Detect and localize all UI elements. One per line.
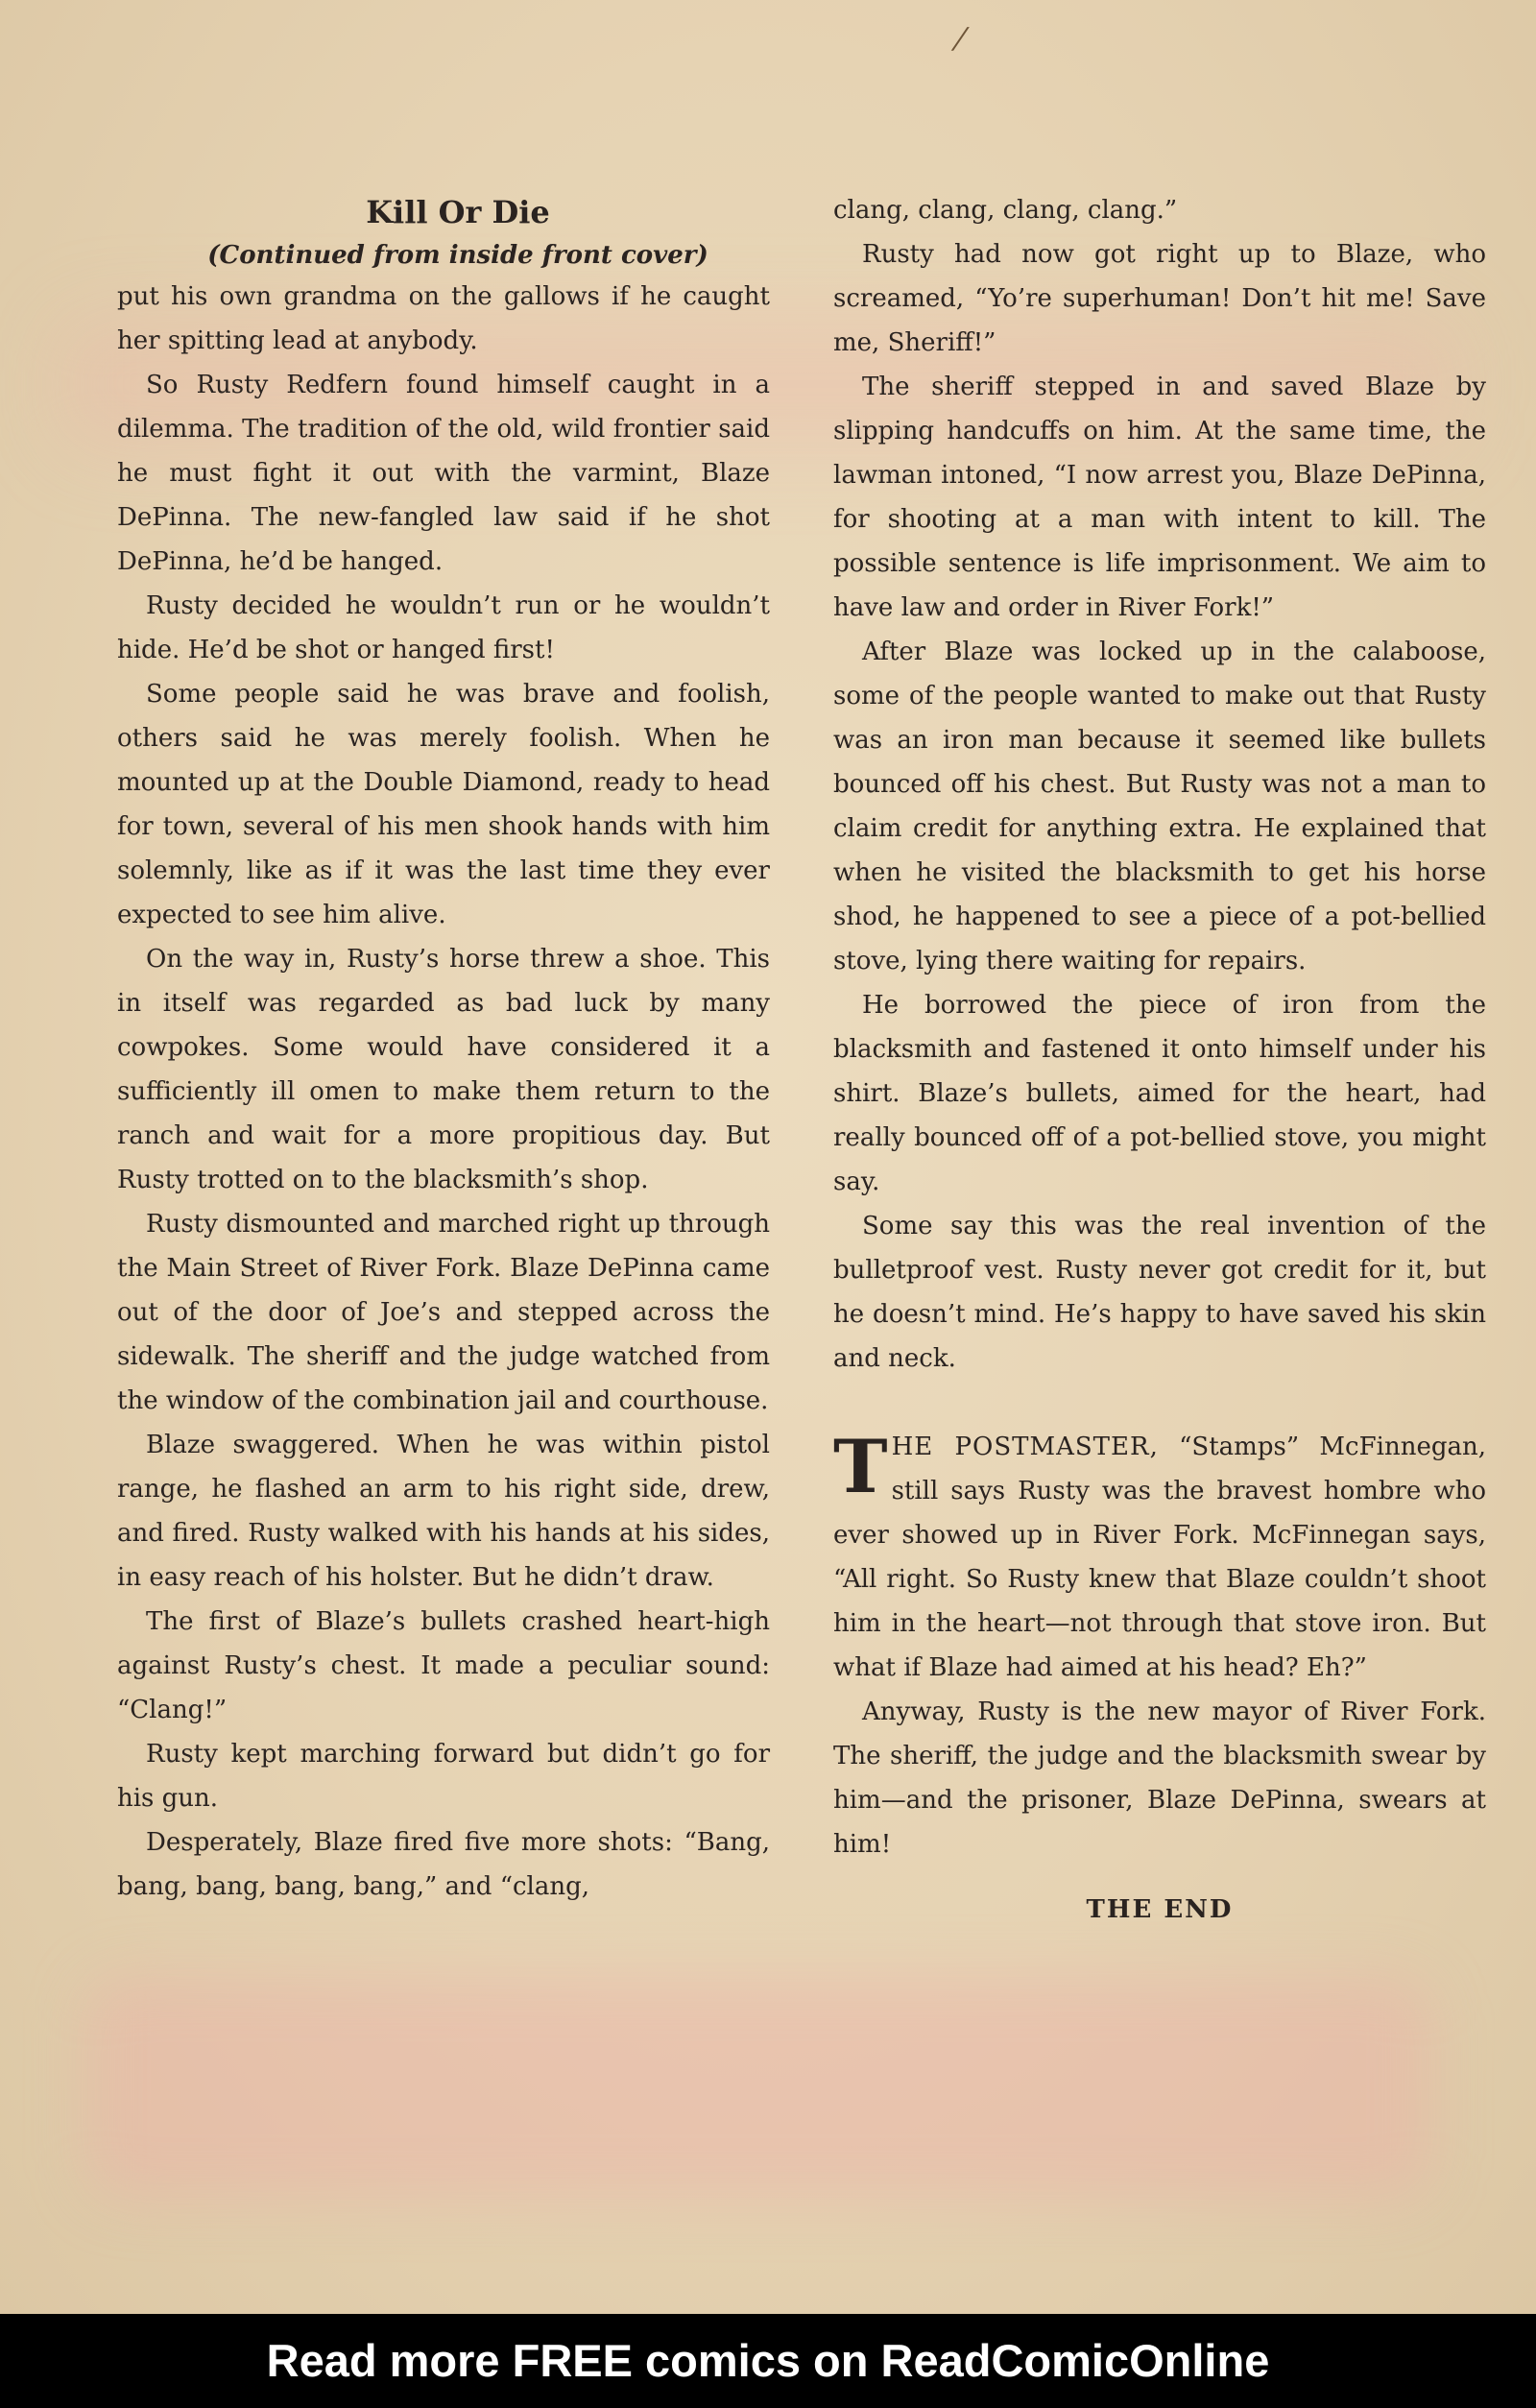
- paragraph: He borrowed the piece of iron from the blacksmith and fastened it onto himself under his shirt. Blaze’s bullets, aimed for the heart, had really bounced off of a pot-bellied stove, you might say.: [833, 991, 1486, 1196]
- paragraph: The sheriff stepped in and saved Blaze by slipping handcuffs on him. At the same time, the lawman intoned, “I now arrest you, Blaze DePinna, for shooting at a man with intent to kill. The possible sentence is life imprisonment. We aim to have law and order in River Fork!”: [833, 373, 1486, 622]
- section-gap: [833, 1381, 1486, 1425]
- paragraph: put his own grandma on the gallows if he caught her spitting lead at anybody.: [117, 282, 770, 355]
- right-column: [833, 188, 1486, 1932]
- ink-mark: /: [948, 22, 972, 56]
- paragraph: Anyway, Rusty is the new mayor of River Fork. The sheriff, the judge and the blacksmith swear by him—and the prisoner, Blaze DePinna, swears at him!: [833, 1698, 1486, 1859]
- footer-banner-text[interactable]: Read more FREE comics on ReadComicOnline: [266, 2335, 1270, 2386]
- paragraph: After Blaze was locked up in the calaboose, some of the people wanted to make out that Rusty was an iron man because it seemed like bullets bounced off his chest. But Rusty was not a man to claim credit for anything extra. He explained that when he visited the blacksmith to get his horse shod, he happened to see a piece of a pot-bellied stove, lying there waiting for repairs.: [833, 638, 1486, 975]
- paragraph: Rusty decided he wouldn’t run or he wouldn’t hide. He’d be shot or hanged first!: [117, 591, 770, 664]
- paragraph: Desperately, Blaze fired five more shots: “Bang, bang, bang, bang, bang,” and “clang,: [117, 1828, 770, 1901]
- paragraph: Some people said he was brave and foolish, others said he was merely foolish. When he mounted up at the Double Diamond, ready to head for town, several of his men shook hands with him solemnly, like as if it was the last time they ever expected to see him alive.: [117, 680, 770, 929]
- the-end-label: THE END: [1086, 1895, 1234, 1924]
- left-column: [117, 188, 770, 1909]
- epilogue-paragraph: [833, 1425, 1486, 1690]
- paragraph: The first of Blaze’s bullets crashed heart-high against Rusty’s chest. It made a peculiar sound: “Clang!”: [117, 1607, 770, 1724]
- paragraph: clang, clang, clang, clang.”: [833, 196, 1178, 225]
- paragraph: On the way in, Rusty’s horse threw a shoe. This in itself was regarded as bad luck by many cowpokes. Some would have considered it a sufficiently ill omen to make them return to the ranch and wait for a more propitious day. But Rusty trotted on to the blacksmith’s shop.: [117, 945, 770, 1194]
- drop-cap: T: [833, 1424, 888, 1509]
- paragraph: Blaze swaggered. When he was within pistol range, he flashed an arm to his right side, drew, and fired. Rusty walked with his hands at his sides, in easy reach of his holster. But he didn’t draw.: [117, 1431, 770, 1592]
- story-subtitle: (Continued from inside front cover): [207, 241, 708, 270]
- paragraph: Rusty dismounted and marched right up through the Main Street of River Fork. Blaze DePinna came out of the door of Joe’s and stepped across the sidewalk. The sheriff and the judge watched from the window of the combination jail and courthouse.: [117, 1210, 770, 1415]
- paper-stain-bottom: [86, 1978, 1430, 2199]
- footer-banner[interactable]: [0, 2314, 1536, 2408]
- epilogue-text: “Stamps” McFinnegan, still says Rusty was the bravest hombre who ever showed up in River Fork. McFinnegan says, “All right. So Rusty knew that Blaze couldn’t shoot him in the heart—not through that stove iron. But what if Blaze had aimed at his head? Eh?”: [833, 1433, 1486, 1682]
- story-title: Kill Or Die: [366, 194, 550, 230]
- paragraph: Some say this was the real invention of the bulletproof vest. Rusty never got credit for it, but he doesn’t mind. He’s happy to have saved his skin and neck.: [833, 1212, 1486, 1373]
- paragraph: So Rusty Redfern found himself caught in a dilemma. The tradition of the old, wild frontier said he must fight it out with the varmint, Blaze DePinna. The new-fangled law said if he shot DePinna, he’d be hanged.: [117, 371, 770, 576]
- paragraph: Rusty had now got right up to Blaze, who screamed, “Yo’re superhuman! Don’t hit me! Save me, Sheriff!”: [833, 240, 1486, 357]
- lead-caps: HE POSTMASTER,: [891, 1433, 1159, 1461]
- paragraph: Rusty kept marching forward but didn’t go for his gun.: [117, 1740, 770, 1813]
